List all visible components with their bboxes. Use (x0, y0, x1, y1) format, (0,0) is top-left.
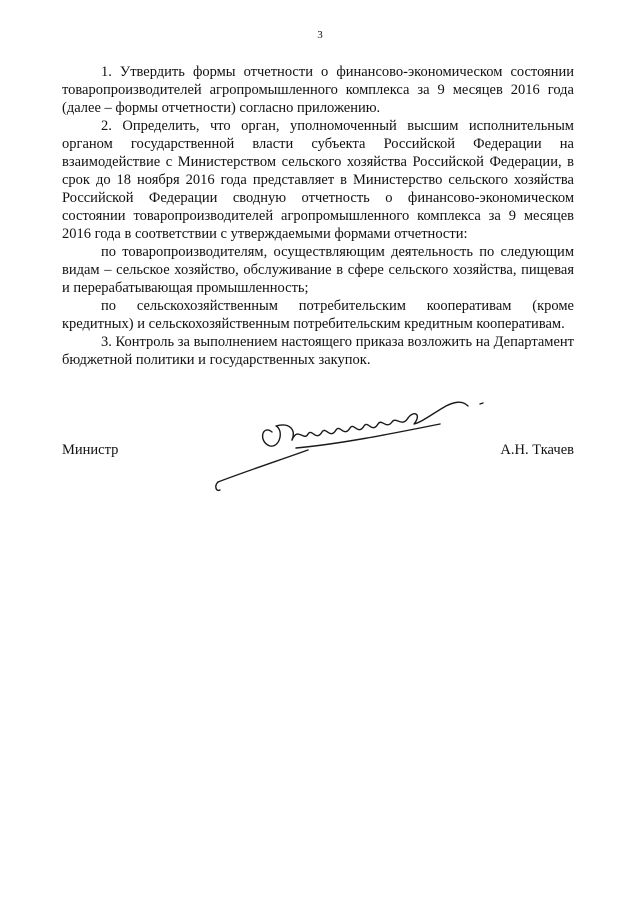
order-text (62, 63, 574, 369)
paragraph-cooperatives: по сельскохозяйственным потребительским кооперативам (кроме кредитных) и сельскохозяйственным потребительским кредитным кооперативам. (62, 298, 574, 332)
signer-name: А.Н. Ткачев (500, 442, 574, 458)
handwritten-signature (200, 384, 500, 494)
paragraph-reporting-body: 2. Определить, что орган, уполномоченный высшим исполнительным органом государственной власти субъекта Российской Федерации на взаимодействие с Министерством сельского хозяйства Российской Федерации, в срок до 18 ноября 2016 года представляет в Министерство сельского хозяйства Российской Федерации сводную отчетность о финансово-экономическом состоянии товаропроизводителей агропромышленного комплекса за 9 месяцев 2016 года в соответствии с утверждаемыми формами отчетности: (62, 118, 574, 242)
paragraph-producers: по товаропроизводителям, осуществляющим деятельность по следующим видам – сельское хозяйство, обслуживание в сфере сельского хозяйства, пищевая и перерабатывающая промышленность; (62, 244, 574, 296)
signature-block (62, 441, 574, 465)
paragraph-approve-forms: 1. Утвердить формы отчетности о финансово-экономическом состоянии товаропроизводителей агропромышленного комплекса за 9 месяцев 2016 года (далее – формы отчетности) согласно приложению. (62, 64, 574, 116)
signer-position: Министр (62, 442, 119, 458)
paragraph-control: 3. Контроль за выполнением настоящего приказа возложить на Департамент бюджетной политики и государственных закупок. (62, 334, 574, 368)
page-number: 3 (317, 29, 323, 41)
